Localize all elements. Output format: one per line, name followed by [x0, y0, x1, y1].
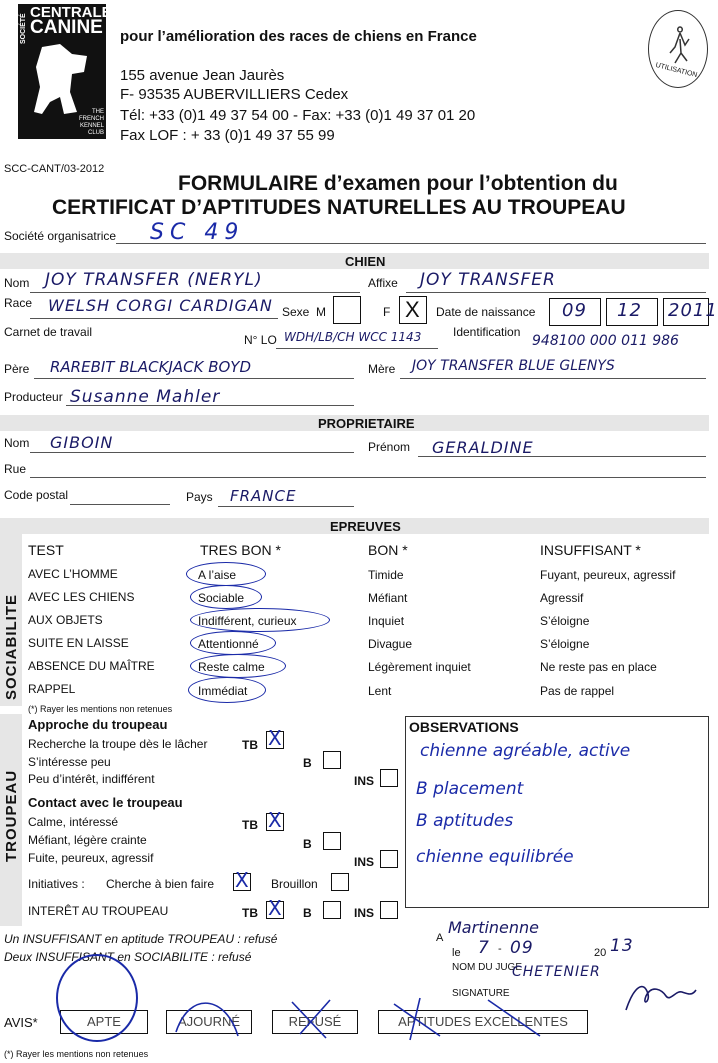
sexe-label: Sexe [282, 305, 310, 319]
avis-footnote: (*) Rayer les mentions non retenues [4, 1049, 149, 1059]
row-test: AUX OBJETS [28, 613, 103, 627]
row-ins[interactable]: Ne reste pas en place [540, 660, 657, 674]
row-b[interactable]: Légèrement inquiet [368, 660, 471, 674]
row-test: ABSENCE DU MAÎTRE [28, 659, 155, 673]
pere-label: Père [4, 362, 30, 376]
initiatives-label: Initiatives : [28, 877, 85, 891]
approche-b-label: B [303, 756, 312, 770]
epreuves-section-title: EPREUVES [330, 519, 401, 534]
row-test: SUITE EN LAISSE [28, 636, 129, 650]
interet-b-label: B [303, 906, 312, 920]
logo-societe: SOCIÉTÉ [20, 13, 27, 44]
row-ins[interactable]: S’éloigne [540, 614, 590, 628]
nom-chien-label: Nom [4, 276, 30, 290]
cp-label: Code postal [4, 488, 69, 502]
row-test: AVEC LES CHIENS [28, 590, 135, 604]
proprietaire-section-title: PROPRIETAIRE [318, 416, 415, 431]
header-bon: BON * [368, 542, 408, 558]
row-ins[interactable]: Pas de rappel [540, 684, 615, 698]
sexe-f-mark: X [405, 297, 420, 322]
date-day[interactable]: 7 [478, 938, 490, 958]
contact-b-label: B [303, 837, 312, 851]
carnet-label: Carnet de travail [4, 325, 93, 339]
form-title-rest: d’examen pour l’obtention du [318, 172, 618, 195]
contact-title: Contact avec le troupeau [28, 795, 183, 810]
address-line-1: 155 avenue Jean Jaurès [120, 67, 285, 84]
prop-prenom-label: Prénom [368, 440, 411, 454]
contact-item: Calme, intéressé [28, 815, 119, 829]
pere-value[interactable]: RAREBIT BLACKJACK BOYD [50, 358, 252, 376]
avis-refuse-button[interactable]: REFUSÉ [272, 1010, 358, 1034]
row-b[interactable]: Lent [368, 684, 392, 698]
row-tb[interactable]: Sociable [198, 591, 245, 605]
lieu-label: A [436, 932, 444, 944]
header-tres-bon: TRES BON * [200, 542, 281, 558]
societe-value[interactable]: SC 49 [150, 220, 245, 245]
observation-line[interactable]: chienne equilibrée [416, 847, 574, 867]
avis-excellentes-button[interactable]: APTITUDES EXCELLENTES [378, 1010, 588, 1034]
date-month[interactable]: 09 [510, 938, 534, 958]
rule-sociabilite: Deux INSUFFISANT en SOCIABILITE : refusé [4, 950, 252, 964]
dob-month: 12 [617, 300, 642, 321]
avis-ajourne-button[interactable]: AJOURNÉ [166, 1010, 252, 1034]
logo-kennel: THE FRENCH KENNEL CLUB [79, 109, 104, 136]
address-line-3: Tél: +33 (0)1 49 37 54 00 - Fax: +33 (0)1 49 37 01 20 [120, 107, 476, 124]
ident-value[interactable]: 948100 000 011 986 [532, 333, 679, 349]
rue-label: Rue [4, 462, 27, 476]
contact-item: Fuite, peureux, agressif [28, 851, 154, 865]
form-reference: SCC-CANT/03-2012 [4, 163, 105, 175]
juge-value[interactable]: CHETENIER [512, 964, 601, 980]
row-tb[interactable]: Reste calme [198, 660, 265, 674]
row-b[interactable]: Inquiet [368, 614, 405, 628]
header-test: TEST [28, 542, 64, 558]
check-mark: X [268, 808, 283, 832]
nom-chien-value[interactable]: JOY TRANSFER (NERYL) [45, 270, 263, 290]
row-test: AVEC L’HOMME [28, 567, 118, 581]
lieu-value[interactable]: Martinenne [448, 918, 540, 937]
dob-day: 09 [562, 300, 587, 321]
epreuves-footnote: (*) Rayer les mentions non retenues [28, 704, 173, 714]
signature-label: SIGNATURE [452, 988, 510, 999]
approche-ins-label: INS [354, 774, 375, 788]
rule-troupeau: Un INSUFFISANT en aptitude TROUPEAU : refusé [4, 932, 278, 946]
check-mark: X [235, 868, 250, 892]
check-mark: X [268, 896, 283, 920]
mere-label: Mère [368, 362, 396, 376]
date-year-prefix: 20 [594, 947, 607, 959]
sexe-f-label: F [383, 305, 391, 319]
row-ins[interactable]: Fuyant, peureux, agressif [540, 568, 676, 582]
sexe-m-label: M [316, 305, 326, 319]
date-le-label: le [452, 947, 461, 959]
date-dash: - [498, 943, 502, 955]
logo-canine: CANINE [30, 17, 103, 38]
ident-label: Identification [453, 325, 521, 339]
interet-label: INTERÊT AU TROUPEAU [28, 904, 169, 918]
lo-label: N° LO [244, 333, 277, 347]
tagline: pour l’amélioration des races de chiens en France [120, 28, 477, 45]
approche-tb-label: TB [242, 738, 258, 752]
juge-label: NOM DU JUGE [452, 962, 522, 973]
header-insuffisant: INSUFFISANT * [540, 542, 641, 558]
date-year-suffix[interactable]: 13 [610, 936, 634, 956]
row-tb[interactable]: Immédiat [198, 684, 248, 698]
chien-section-title: CHIEN [345, 254, 386, 269]
observation-line[interactable]: B aptitudes [416, 811, 514, 831]
mere-value[interactable]: JOY TRANSFER BLUE GLENYS [412, 358, 615, 374]
contact-ins-label: INS [354, 855, 375, 869]
observations-title: OBSERVATIONS [409, 719, 519, 735]
row-tb[interactable]: A l’aise [198, 568, 237, 582]
prop-prenom-value[interactable]: GERALDINE [432, 438, 534, 457]
form-title-line2: CERTIFICAT D’APTITUDES NATURELLES AU TROUPEAU [52, 196, 626, 219]
prop-nom-label: Nom [4, 436, 30, 450]
row-b[interactable]: Timide [368, 568, 404, 582]
pays-value[interactable]: FRANCE [230, 487, 297, 505]
cherche-label: Cherche à bien faire [106, 877, 215, 891]
approche-item: S’intéresse peu [28, 755, 111, 769]
pays-label: Pays [186, 490, 213, 504]
affixe-value[interactable]: JOY TRANSFER [420, 270, 556, 290]
race-value[interactable]: WELSH CORGI CARDIGAN [48, 296, 273, 315]
societe-label: Société organisatrice [4, 229, 117, 243]
address-line-4: Fax LOF : + 33 (0)1 49 37 55 99 [120, 127, 335, 144]
dob-label: Date de naissance [436, 305, 536, 319]
producteur-value[interactable]: Susanne Mahler [70, 387, 221, 407]
address-line-2: F- 93535 AUBERVILLIERS Cedex [120, 86, 349, 103]
contact-tb-label: TB [242, 818, 258, 832]
row-b[interactable]: Divague [368, 637, 413, 651]
avis-apte-button[interactable]: APTE [60, 1010, 148, 1034]
form-title-bold: FORMULAIRE [178, 172, 318, 195]
approche-item: Recherche la troupe dès le lâcher [28, 737, 208, 751]
dob-year: 2011 [668, 300, 718, 321]
row-tb[interactable]: Indifférent, curieux [198, 614, 297, 628]
row-ins[interactable]: S’éloigne [540, 637, 590, 651]
race-label: Race [4, 296, 33, 310]
sociabilite-label: SOCIABILITE [3, 593, 20, 700]
check-mark: X [268, 726, 283, 750]
affixe-label: Affixe [368, 276, 398, 290]
interet-tb-label: TB [242, 906, 258, 920]
row-tb[interactable]: Attentionné [198, 637, 259, 651]
approche-title: Approche du troupeau [28, 717, 168, 732]
observation-line[interactable]: B placement [416, 779, 524, 799]
avis-label: AVIS* [4, 1015, 38, 1030]
row-test: RAPPEL [28, 682, 76, 696]
observation-line[interactable]: chienne agréable, active [420, 741, 631, 761]
stamp-text: UTILISATION [654, 61, 698, 80]
troupeau-label: TROUPEAU [3, 769, 20, 862]
prop-nom-value[interactable]: GIBOIN [50, 433, 114, 452]
contact-item: Méfiant, légère crainte [28, 833, 147, 847]
approche-item: Peu d’intérêt, indifférent [28, 772, 155, 786]
brouillon-label: Brouillon [271, 877, 318, 891]
lo-value[interactable]: WDH/LB/CH WCC 1143 [284, 330, 422, 344]
interet-ins-label: INS [354, 906, 375, 920]
logo-centrale: CENTRALE [30, 4, 112, 21]
row-b[interactable]: Méfiant [368, 591, 408, 605]
row-ins[interactable]: Agressif [540, 591, 584, 605]
producteur-label: Producteur [4, 390, 63, 404]
